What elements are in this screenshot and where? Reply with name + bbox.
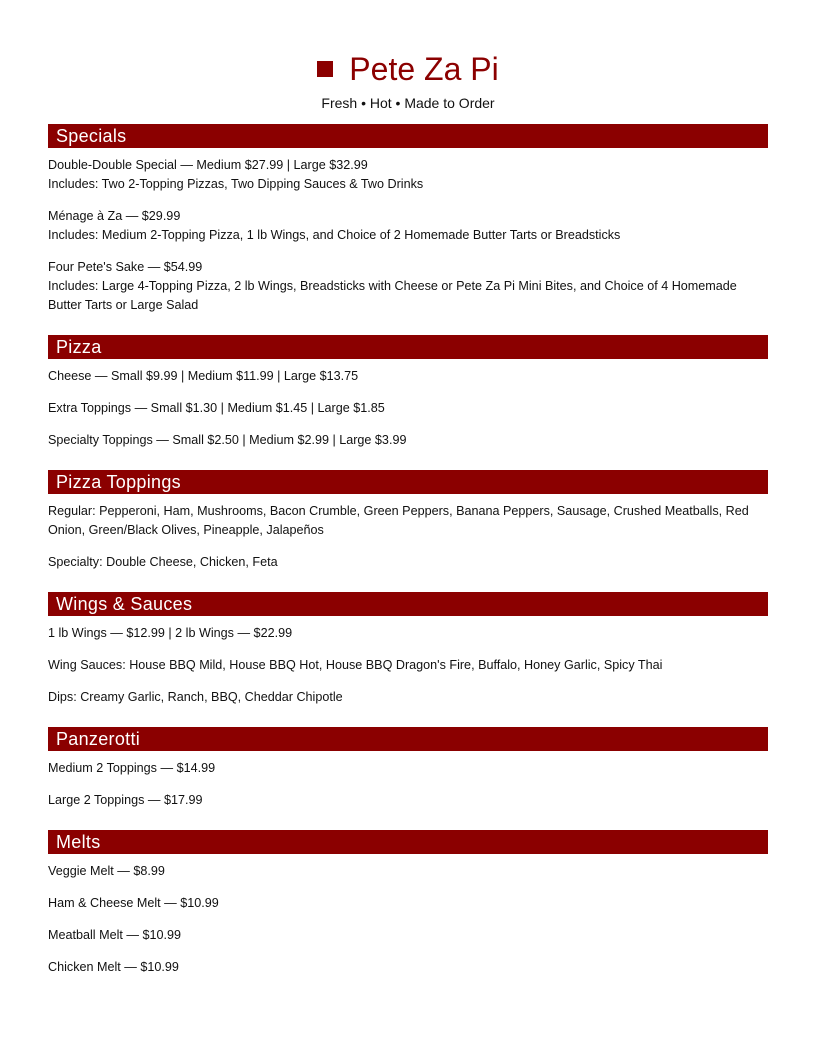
section-items	[48, 854, 768, 977]
menu-item-text: Cheese — Small $9.99 | Medium $11.99 | Large $13.75	[48, 369, 359, 383]
menu-item-text: Regular: Pepperoni, Ham, Mushrooms, Bacon Crumble, Green Peppers, Banana Peppers, Sausage, Crushed Meatballs, Red Onion, Green/Black Olives, Pineapple, Jalapeños	[48, 504, 749, 537]
menu-item-text: Ménage à Za — $29.99	[48, 209, 181, 223]
menu-item	[48, 624, 768, 643]
menu-item-text: Specialty Toppings — Small $2.50 | Medium $2.99 | Large $3.99	[48, 433, 407, 447]
menu-section	[48, 124, 768, 315]
menu-item	[48, 502, 768, 540]
menu-item	[48, 399, 768, 418]
menu-item-description: Includes: Large 4-Topping Pizza, 2 lb Wings, Breadsticks with Cheese or Pete Za Pi Mini Bites, and Choice of 4 Homemade Butter Tarts or Large Salad	[48, 279, 737, 312]
menu-item-text: Meatball Melt — $10.99	[48, 928, 182, 942]
menu-item-text: Chicken Melt — $10.99	[48, 960, 179, 974]
section-items	[48, 494, 768, 572]
menu-item	[48, 258, 768, 315]
menu-item	[48, 688, 768, 707]
menu-item	[48, 791, 768, 810]
menu-item-text: Ham & Cheese Melt — $10.99	[48, 896, 219, 910]
tagline: Fresh • Hot • Made to Order	[321, 95, 495, 111]
menu-section	[48, 592, 768, 707]
section-heading: Specials	[48, 124, 768, 148]
section-heading: Wings & Sauces	[48, 592, 768, 616]
menu-item	[48, 207, 768, 245]
section-items	[48, 616, 768, 707]
menu-item	[48, 656, 768, 675]
menu-section	[48, 470, 768, 572]
section-heading: Pizza Toppings	[48, 470, 768, 494]
menu-sections	[48, 124, 768, 977]
section-heading: Panzerotti	[48, 727, 768, 751]
menu-item-text: Double-Double Special — Medium $27.99 | Large $32.99	[48, 158, 368, 172]
menu-item-description: Includes: Two 2-Topping Pizzas, Two Dipping Sauces & Two Drinks	[48, 177, 424, 191]
menu-item	[48, 926, 768, 945]
restaurant-title	[317, 49, 498, 89]
menu-item-text: 1 lb Wings — $12.99 | 2 lb Wings — $22.99	[48, 626, 293, 640]
menu-item-text: Extra Toppings — Small $1.30 | Medium $1.45 | Large $1.85	[48, 401, 385, 415]
menu-item-text: Veggie Melt — $8.99	[48, 864, 165, 878]
menu-item-text: Specialty: Double Cheese, Chicken, Feta	[48, 555, 278, 569]
menu-item-text: Dips: Creamy Garlic, Ranch, BBQ, Cheddar Chipotle	[48, 690, 343, 704]
menu-item	[48, 553, 768, 572]
menu-item	[48, 894, 768, 913]
menu-item-text: Large 2 Toppings — $17.99	[48, 793, 203, 807]
section-items	[48, 148, 768, 315]
menu-section	[48, 335, 768, 450]
restaurant-name: Pete Za Pi	[349, 51, 499, 87]
square-icon	[317, 61, 333, 77]
section-items	[48, 359, 768, 450]
menu-section	[48, 830, 768, 977]
menu-header	[48, 0, 768, 112]
menu-item	[48, 431, 768, 450]
menu-item-text: Four Pete's Sake — $54.99	[48, 260, 203, 274]
section-heading: Melts	[48, 830, 768, 854]
section-items	[48, 751, 768, 810]
menu-section	[48, 727, 768, 810]
menu-item	[48, 759, 768, 778]
menu-item	[48, 156, 768, 194]
menu-page	[48, 0, 768, 977]
menu-item	[48, 367, 768, 386]
menu-item-description: Includes: Medium 2-Topping Pizza, 1 lb Wings, and Choice of 2 Homemade Butter Tarts or Breadsticks	[48, 228, 621, 242]
menu-item	[48, 958, 768, 977]
menu-item	[48, 862, 768, 881]
menu-item-text: Medium 2 Toppings — $14.99	[48, 761, 216, 775]
section-heading: Pizza	[48, 335, 768, 359]
menu-item-text: Wing Sauces: House BBQ Mild, House BBQ Hot, House BBQ Dragon's Fire, Buffalo, Honey Garlic, Spicy Thai	[48, 658, 663, 672]
